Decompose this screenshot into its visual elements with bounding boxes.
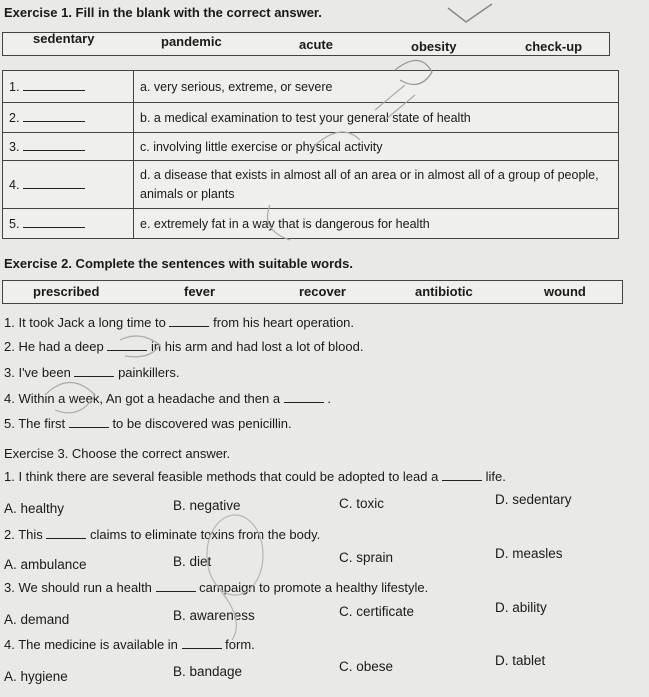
answer-blank[interactable]	[74, 366, 114, 377]
definition-cell: e. extremely fat in a way that is dangerous for health	[134, 209, 619, 239]
exercise1-word-box	[2, 32, 610, 56]
answer-blank[interactable]	[23, 111, 85, 122]
option-d[interactable]: D. sedentary	[495, 492, 572, 507]
answer-blank[interactable]	[23, 140, 85, 151]
option-d[interactable]: D. ability	[495, 600, 547, 615]
exercise1-title: Exercise 1. Fill in the blank with the correct answer.	[4, 5, 322, 20]
option-a[interactable]: A. healthy	[4, 501, 65, 516]
word-box-item: acute	[299, 37, 333, 52]
option-a[interactable]: A. demand	[4, 612, 70, 627]
sentence: 4. Within a week, An got a headache and then a .	[4, 391, 331, 406]
option-d[interactable]: D. measles	[495, 546, 563, 561]
exercise3-title: Exercise 3. Choose the correct answer.	[4, 446, 231, 461]
answer-blank[interactable]	[284, 392, 324, 403]
sentence: 2. He had a deep in his arm and had lost a lot of blood.	[4, 339, 364, 354]
option-c[interactable]: C. toxic	[339, 496, 385, 511]
table-row	[3, 103, 619, 133]
answer-cell[interactable]: 1.	[3, 71, 134, 103]
option-c[interactable]: C. obese	[339, 659, 394, 674]
table-row	[3, 133, 619, 161]
option-c[interactable]: C. sprain	[339, 550, 394, 565]
answer-blank[interactable]	[156, 581, 196, 592]
word-box-item: check-up	[525, 39, 583, 54]
sentence: 3. I've been painkillers.	[4, 365, 180, 380]
answer-cell[interactable]: 2.	[3, 103, 134, 133]
question: 3. We should run a health campaign to promote a healthy lifestyle.	[4, 580, 429, 595]
word-box-item: pandemic	[161, 34, 222, 49]
definition-cell: d. a disease that exists in almost all of an area or in almost all of a group of people, animals or plants	[134, 161, 619, 209]
word-box-item: prescribed	[33, 284, 100, 299]
answer-blank[interactable]	[107, 340, 147, 351]
word-box-item: recover	[299, 284, 346, 299]
option-b[interactable]: B. negative	[173, 498, 241, 513]
sentence: 1. It took Jack a long time to from his heart operation.	[4, 315, 355, 330]
table-row	[3, 71, 619, 103]
definition-cell: c. involving little exercise or physical activity	[134, 133, 619, 161]
answer-blank[interactable]	[69, 417, 109, 428]
exercise2-word-box	[2, 280, 623, 304]
word-box-item: antibiotic	[415, 284, 473, 299]
option-a[interactable]: A. ambulance	[4, 557, 87, 572]
answer-blank[interactable]	[23, 178, 85, 189]
sentence: 5. The first to be discovered was penicillin.	[4, 416, 292, 431]
word-box-item: fever	[184, 284, 216, 299]
option-c[interactable]: C. certificate	[339, 604, 415, 619]
option-b[interactable]: B. diet	[173, 554, 212, 569]
definition-cell: a. very serious, extreme, or severe	[134, 71, 619, 103]
word-box-item: obesity	[411, 39, 457, 54]
exercise2-title: Exercise 2. Complete the sentences with suitable words.	[4, 256, 353, 271]
answer-blank[interactable]	[46, 528, 86, 539]
word-box-item: wound	[544, 284, 586, 299]
table-row	[3, 209, 619, 239]
answer-blank[interactable]	[23, 217, 85, 228]
question: 2. This claims to eliminate toxins from the body.	[4, 527, 321, 542]
table-row	[3, 161, 619, 209]
option-d[interactable]: D. tablet	[495, 653, 546, 668]
answer-blank[interactable]	[169, 316, 209, 327]
definition-cell: b. a medical examination to test your general state of health	[134, 103, 619, 133]
option-b[interactable]: B. awareness	[173, 608, 255, 623]
answer-cell[interactable]: 3.	[3, 133, 134, 161]
answer-blank[interactable]	[23, 80, 85, 91]
answer-cell[interactable]: 5.	[3, 209, 134, 239]
option-a[interactable]: A. hygiene	[4, 669, 68, 684]
answer-cell[interactable]: 4.	[3, 161, 134, 209]
question: 4. The medicine is available in form.	[4, 637, 255, 652]
option-b[interactable]: B. bandage	[173, 664, 243, 679]
answer-blank[interactable]	[442, 470, 482, 481]
word-box-item: sedentary	[33, 31, 95, 46]
answer-blank[interactable]	[182, 638, 222, 649]
question: 1. I think there are several feasible methods that could be adopted to lead a life.	[4, 469, 506, 484]
matching-table	[2, 70, 619, 239]
